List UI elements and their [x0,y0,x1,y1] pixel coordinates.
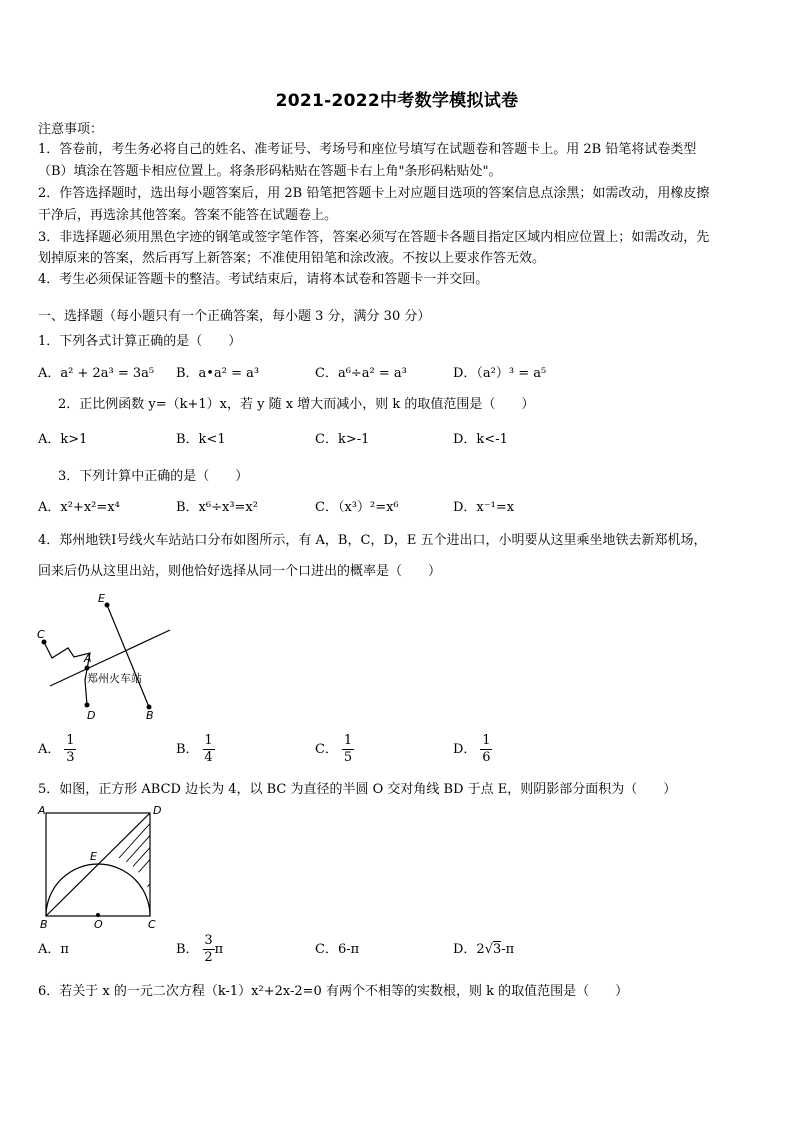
q2-option-b: B．k<1 [176,432,226,447]
q2-option-d: D．k<-1 [453,432,508,447]
label-c: C [37,628,45,641]
point-d [85,703,90,708]
q3-option-c: C．（x³）²=x⁶ [315,500,399,515]
question-5-stem: 5．如图，正方形 ABCD 边长为 4，以 BC 为直径的半圆 O 交对角线 BD 于点 E，则阴影部分面积为（ ） [38,782,677,797]
q3-option-d: D．x⁻¹=x [453,500,515,515]
question-3-stem: 3．下列计算中正确的是（ ） [58,469,249,484]
label-b: B [40,918,48,930]
notice-line: 2．作答选择题时，选出每小题答案后，用 2B 铅笔把答题卡上对应题目选项的答案信息点涂黑；如需改动，用橡皮擦 [38,186,710,201]
question-1-stem: 1．下列各式计算正确的是（ ） [38,334,242,349]
q5-option-a: A．π [38,942,69,957]
label-o: O [94,918,103,930]
square-semicircle-diagram [34,804,164,930]
q5-option-c: C．6-π [315,942,360,957]
q5-option-b: B． $\frac{3}{2}$ π [176,933,224,965]
q1-option-d: D．（a²）³ = a⁵ [453,366,547,381]
label-b: B [146,709,154,722]
label-e: E [90,850,97,863]
q4-option-c: C． $\frac{1}{5}$ [315,733,353,765]
q2-option-a: A．k>1 [38,432,88,447]
q4-option-d: D． $\frac{1}{6}$ [453,733,491,765]
q2-option-c: C．k>-1 [315,432,370,447]
notice-line: 3．非选择题必须用黑色字迹的钢笔或签字笔作答，答案必须写在答题卡各题目指定区域内相应位置上；如需改动，先 [38,230,710,245]
q3-option-b: B．x⁶÷x³=x² [176,500,258,515]
label-c: C [148,918,156,930]
notice-line: （B）填涂在答题卡相应位置上。将条形码粘贴在答题卡右上角"条形码粘贴处"。 [38,164,502,179]
subway-diagram [34,590,174,722]
label-a: A [84,652,92,665]
notice-line: 4．考生必须保证答题卡的整洁。考试结束后，请将本试卷和答题卡一并交回。 [38,272,489,287]
notice-line: 划掉原来的答案，然后再写上新答案；不准使用铅笔和涂改液。不按以上要求作答无效。 [38,251,546,266]
section-heading: 一、选择题（每小题只有一个正确答案，每小题 3 分，满分 30 分） [38,309,431,324]
q1-option-a: A．a² + 2a³ = 3a⁵ [38,366,155,381]
label-d: D [87,709,96,722]
label-station: 郑州火车站 [87,672,142,685]
q4-option-a: A． $\frac{1}{3}$ [38,733,75,765]
question-6-stem: 6．若关于 x 的一元二次方程（k-1）x²+2x-2=0 有两个不相等的实数根，则 k 的取值范围是（ ） [38,984,629,999]
q5-option-d: D．2√3-π [453,942,515,957]
point-o [96,913,100,917]
question-4-stem-cont: 回来后仍从这里出站，则他恰好选择从同一个口进出的概率是（ ） [38,564,442,579]
q4-option-b: B． $\frac{1}{4}$ [176,733,213,765]
notice-line: 干净后，再选涂其他答案。答案不能答在试题卷上。 [38,208,338,223]
semicircle [46,864,150,916]
label-e: E [98,592,105,605]
label-a: A [38,804,46,817]
page-title: 2021-2022中考数学模拟试卷 [275,91,519,111]
label-d: D [153,804,162,817]
q3-option-a: A．x²+x²=x⁴ [38,500,120,515]
point-e [105,603,110,608]
notice-line: 1．答卷前，考生务必将自己的姓名、准考证号、考场号和座位号填写在试题卷和答题卡上。用 2B 铅笔将试卷类型 [38,142,697,157]
point-a [85,666,90,671]
question-4-stem: 4．郑州地铁Ⅰ号线火车站站口分布如图所示，有 A，B，C，D，E 五个进出口，小明要从这里乘坐地铁去新郑机场， [38,533,707,548]
question-2-stem: 2．正比例函数 y=（k+1）x，若 y 随 x 增大而减小，则 k 的取值范围是（ ） [58,397,535,412]
shaded-region [92,808,164,930]
q1-option-c: C．a⁶÷a² = a³ [315,366,407,381]
q1-option-b: B．a•a² = a³ [176,366,260,381]
notice-heading: 注意事项： [38,122,104,137]
